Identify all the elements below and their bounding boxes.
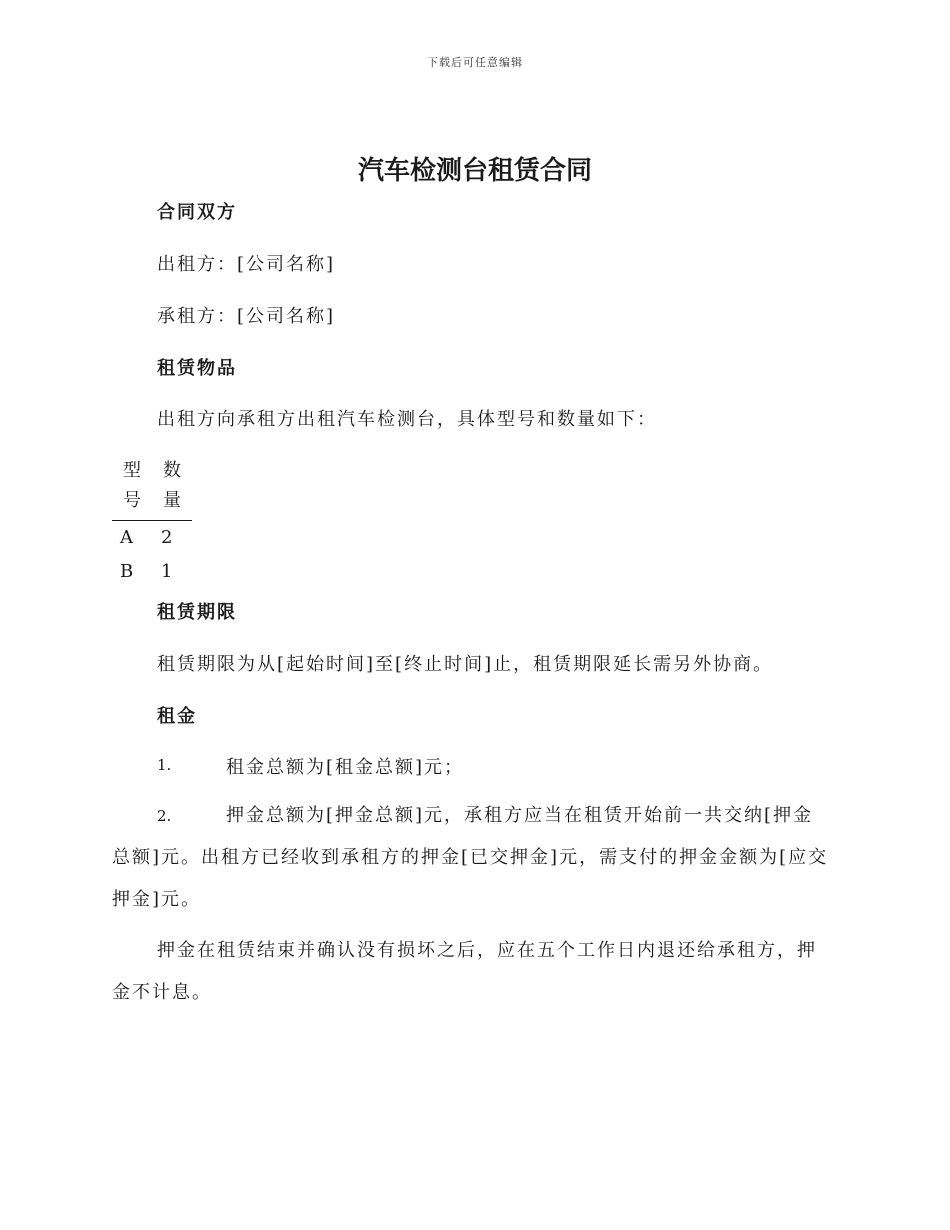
rent-item-2-text: 押金总额为[押金总额]元，承租方应当在租赁开始前一共交纳[押金总额]元。出租方已经收到承租方的押金[已交押金]元，需支付的押金金额为[应交押金]元。 [112, 805, 829, 910]
table-row [112, 521, 192, 556]
section-heading-parties: 合同双方 [157, 202, 237, 223]
table-cell-quantity: 2 [161, 527, 173, 548]
table-header-row [112, 456, 192, 521]
section-heading-rent: 租金 [157, 706, 197, 727]
table-row [112, 555, 192, 589]
rent-item-1-number: 1. [157, 756, 172, 774]
rent-item-1-text: 租金总额为[租金总额]元； [226, 757, 465, 778]
items-intro: 出租方向承租方出租汽车检测台，具体型号和数量如下： [157, 409, 657, 430]
lessee-line: 承租方：[公司名称] [157, 306, 336, 327]
term-text: 租赁期限为从[起始时间]至[终止时间]止，租赁期限延长需另外协商。 [157, 654, 774, 675]
page-header-note: 下载后可任意编辑 [427, 56, 523, 69]
deposit-note: 押金在租赁结束并确认没有损坏之后，应在五个工作日内退还给承租方，押金不计息。 [112, 940, 817, 1003]
items-table [112, 456, 192, 589]
section-heading-term: 租赁期限 [157, 602, 237, 623]
table-header-model: 型 号 [112, 456, 152, 521]
table-cell-model: A [120, 527, 133, 548]
lessor-line: 出租方：[公司名称] [157, 254, 336, 275]
table-cell-model: B [120, 561, 134, 582]
table-header-quantity: 数 量 [152, 456, 192, 521]
rent-item-2-number: 2. [157, 807, 172, 825]
table-cell-quantity: 1 [161, 561, 173, 582]
document-title: 汽车检测台租赁合同 [357, 156, 592, 186]
section-heading-items: 租赁物品 [157, 358, 237, 379]
